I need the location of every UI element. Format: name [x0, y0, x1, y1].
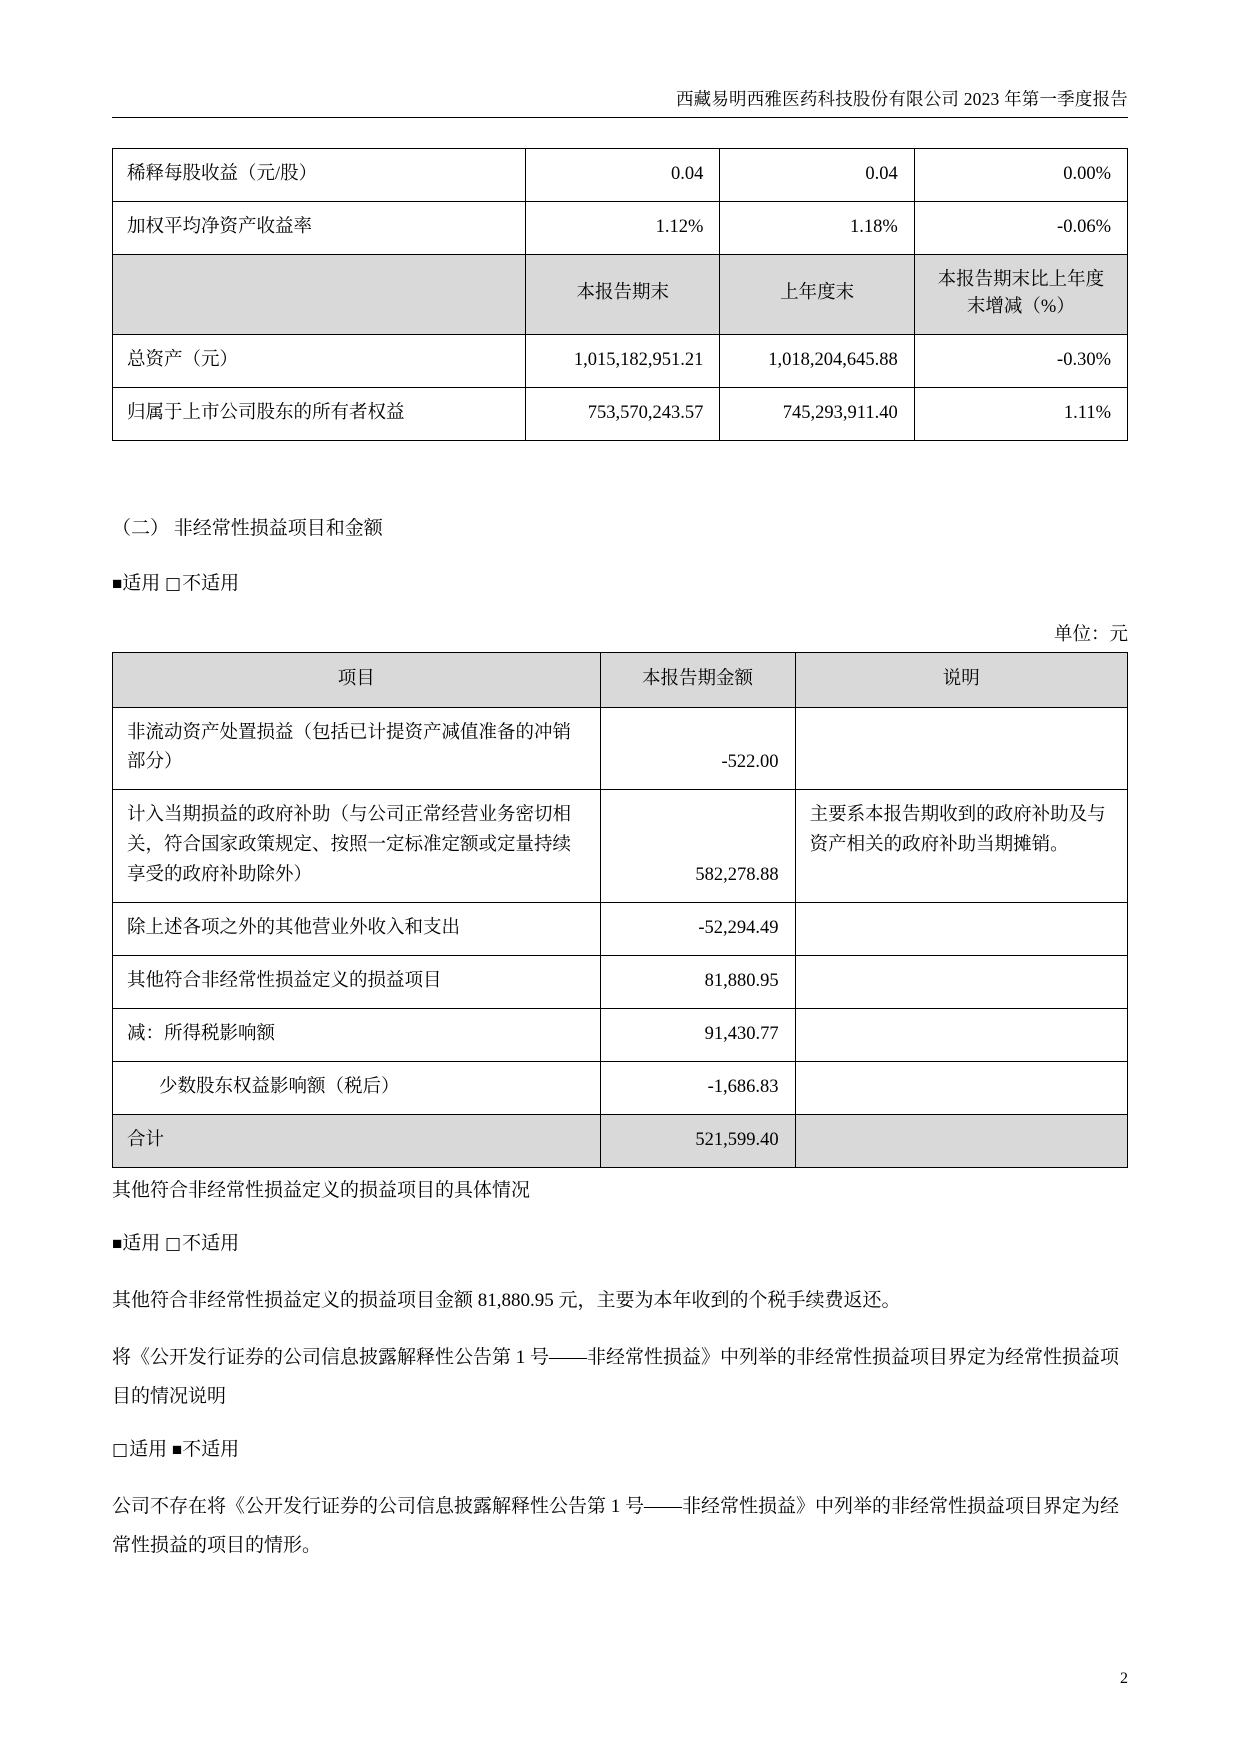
table-row [113, 956, 1128, 1009]
header-item: 项目 [113, 652, 601, 707]
after-table-line-1: 其他符合非经常性损益定义的损益项目的具体情况 [112, 1180, 531, 1202]
row-value-prior: 1,018,204,645.88 [720, 335, 914, 388]
section-title: （二） 非经常性损益项目和金额 [112, 517, 383, 539]
applicability-line-2 [112, 1225, 1128, 1264]
row-value-change: -0.30% [914, 335, 1127, 388]
table-row [113, 903, 1128, 956]
row-value-change: 1.11% [914, 387, 1127, 440]
header-blank [113, 254, 526, 335]
checkbox-checked-icon: ■ [112, 1234, 123, 1254]
table-row [113, 149, 1128, 202]
page-header: 西藏易明西雅医药科技股份有限公司 2023 年第一季度报告 [112, 0, 1128, 118]
reclassification-statement: 将《公开发行证券的公司信息披露解释性公告第 1 号——非经常性损益》中列举的非经常性损益项目界定为经常性损益项目的情况说明 [112, 1347, 1120, 1407]
table-header-row [113, 254, 1128, 335]
table-row [113, 1062, 1128, 1115]
item-note [795, 1062, 1127, 1115]
table-row [113, 335, 1128, 388]
item-amount: 521,599.40 [600, 1115, 795, 1168]
header-prior-year-end: 上年度末 [720, 254, 914, 335]
no-reclassification-note: 公司不存在将《公开发行证券的公司信息披露解释性公告第 1 号——非经常性损益》中列举的非经常性损益项目界定为经常性损益的项目的情形。 [112, 1495, 1120, 1556]
item-note: 主要系本报告期收到的政府补助及与资产相关的政府补助当期摊销。 [795, 790, 1127, 903]
row-value-current: 0.04 [526, 149, 720, 202]
not-applicable-label: 不适用 [182, 572, 240, 594]
other-items-detail: 其他符合非经常性损益定义的损益项目金额 81,880.95 元，主要为本年收到的个税手续费返还。 [112, 1290, 901, 1312]
row-value-prior: 1.18% [720, 201, 914, 254]
item-note [795, 707, 1127, 790]
item-note [795, 956, 1127, 1009]
row-value-change: -0.06% [914, 201, 1127, 254]
financial-summary-table [112, 148, 1128, 441]
table-row [113, 387, 1128, 440]
row-value-prior: 745,293,911.40 [720, 387, 914, 440]
row-value-prior: 0.04 [720, 149, 914, 202]
header-current-period: 本报告期末 [526, 254, 720, 335]
checkbox-empty-icon: □ [112, 1439, 129, 1460]
not-applicable-label: 不适用 [182, 1438, 240, 1460]
item-amount: 582,278.88 [600, 790, 795, 903]
row-label: 归属于上市公司股东的所有者权益 [113, 387, 526, 440]
applicable-label: 适用 [122, 572, 161, 594]
item-note [795, 903, 1127, 956]
applicable-label: 适用 [129, 1438, 168, 1460]
row-label: 总资产（元） [113, 335, 526, 388]
table-row [113, 201, 1128, 254]
row-label: 加权平均净资产收益率 [113, 201, 526, 254]
item-label: 少数股东权益影响额（税后） [113, 1062, 601, 1115]
applicability-line-1 [112, 565, 1128, 604]
item-label: 非流动资产处置损益（包括已计提资产减值准备的冲销部分） [113, 707, 601, 790]
applicability-line-3 [112, 1431, 1128, 1470]
header-amount: 本报告期金额 [600, 652, 795, 707]
checkbox-empty-icon: □ [165, 573, 182, 594]
table-row [113, 707, 1128, 790]
item-amount: 81,880.95 [600, 956, 795, 1009]
table-header-row [113, 652, 1128, 707]
applicable-label: 适用 [122, 1233, 161, 1255]
row-value-current: 753,570,243.57 [526, 387, 720, 440]
item-amount: -52,294.49 [600, 903, 795, 956]
item-note [795, 1009, 1127, 1062]
checkbox-checked-icon: ■ [112, 573, 123, 593]
row-value-change: 0.00% [914, 149, 1127, 202]
item-amount: 91,430.77 [600, 1009, 795, 1062]
item-amount: -1,686.83 [600, 1062, 795, 1115]
table-row [113, 1009, 1128, 1062]
item-note [795, 1115, 1127, 1168]
not-applicable-label: 不适用 [182, 1233, 240, 1255]
item-label: 除上述各项之外的其他营业外收入和支出 [113, 903, 601, 956]
item-label: 合计 [113, 1115, 601, 1168]
header-change-pct: 本报告期末比上年度末增减（%） [914, 254, 1127, 335]
item-label: 其他符合非经常性损益定义的损益项目 [113, 956, 601, 1009]
nonrecurring-items-table [112, 652, 1128, 1169]
table-total-row [113, 1115, 1128, 1168]
header-note: 说明 [795, 652, 1127, 707]
item-label: 减：所得税影响额 [113, 1009, 601, 1062]
table-row [113, 790, 1128, 903]
item-label: 计入当期损益的政府补助（与公司正常经营业务密切相关，符合国家政策规定、按照一定标准定额或定量持续享受的政府补助除外） [113, 790, 601, 903]
item-amount: -522.00 [600, 707, 795, 790]
row-value-current: 1.12% [526, 201, 720, 254]
page-number: 2 [1120, 1670, 1128, 1687]
unit-label: 单位：元 [1053, 624, 1128, 645]
row-value-current: 1,015,182,951.21 [526, 335, 720, 388]
row-label: 稀释每股收益（元/股） [113, 149, 526, 202]
checkbox-checked-icon: ■ [171, 1439, 183, 1459]
checkbox-empty-icon: □ [165, 1234, 182, 1255]
